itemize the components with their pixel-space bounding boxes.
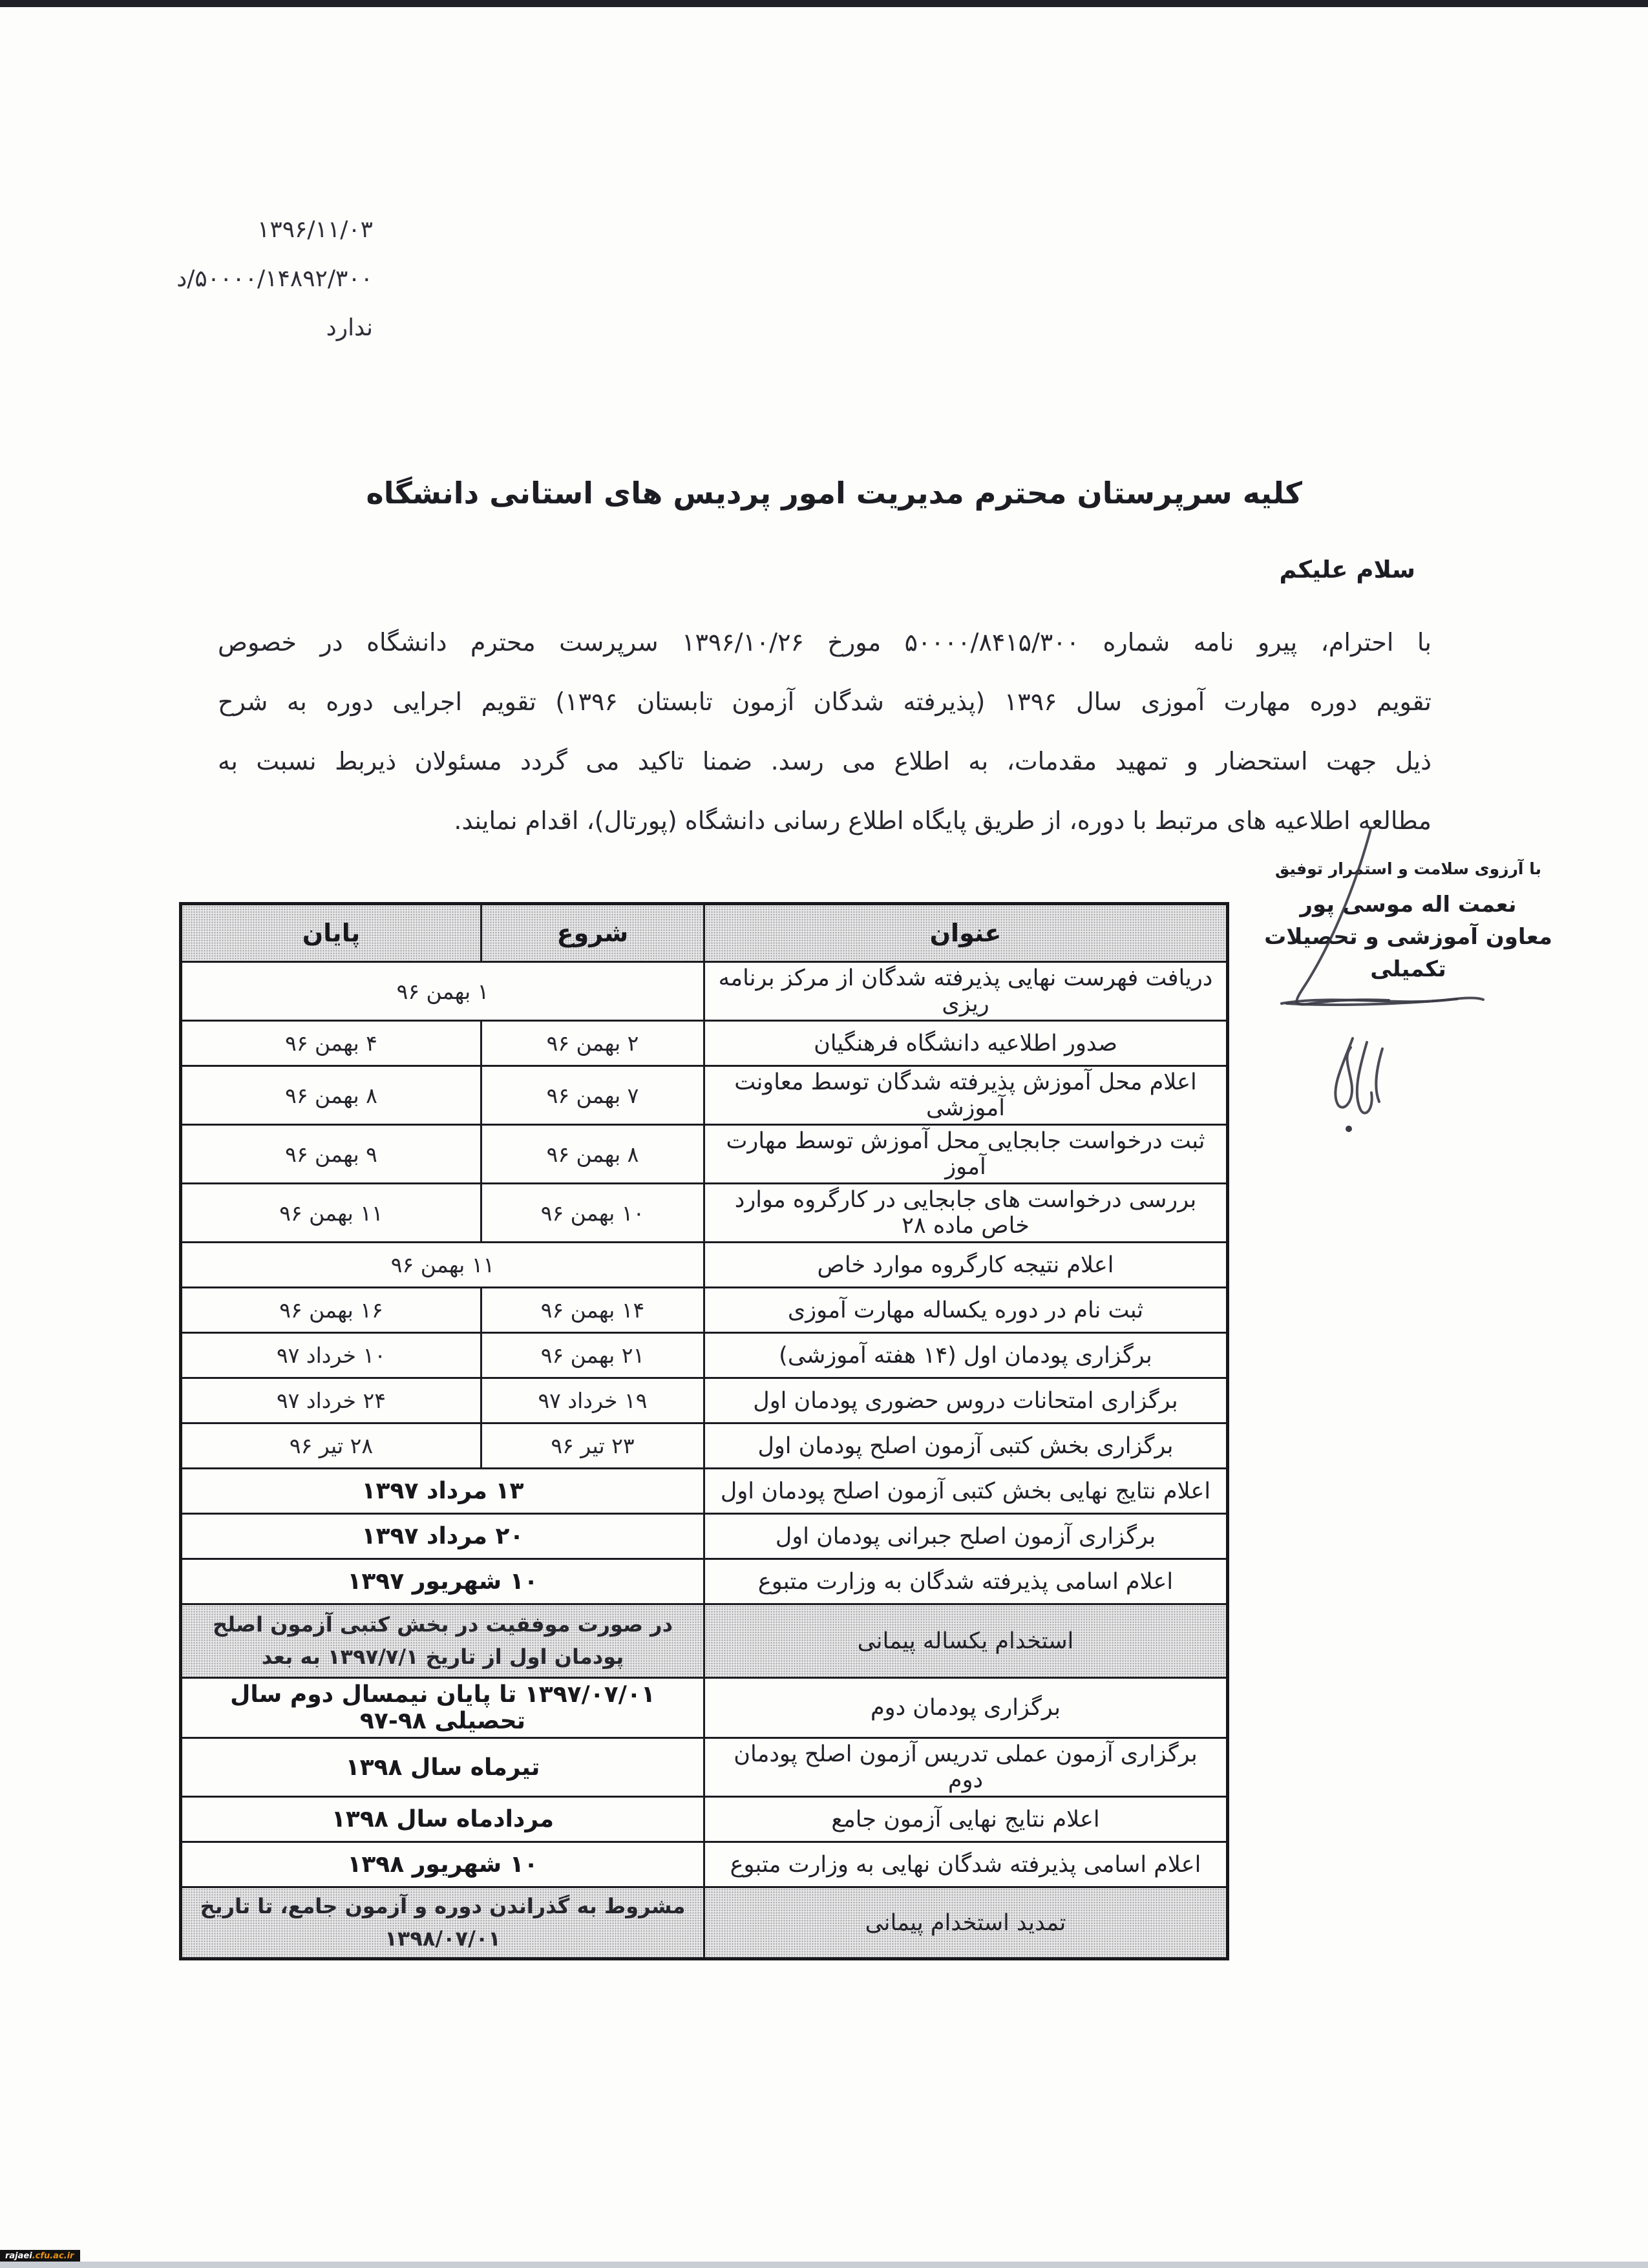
watermark-site-url — [0, 2250, 80, 2263]
row-start-cell: ۲۱ بهمن ۹۶ — [481, 1333, 704, 1378]
row-title-cell: برگزاری آزمون عملی تدریس آزمون اصلح پودمان دوم — [704, 1738, 1228, 1797]
row-end-cell: ۱۶ بهمن ۹۶ — [181, 1288, 481, 1333]
row-start-cell: ۸ بهمن ۹۶ — [481, 1125, 704, 1184]
row-title-cell: اعلام اسامی پذیرفته شدگان به وزارت متبوع — [704, 1559, 1228, 1604]
row-title-cell: برگزاری امتحانات دروس حضوری پودمان اول — [704, 1378, 1228, 1423]
row-start-cell: ۱۴ بهمن ۹۶ — [481, 1288, 704, 1333]
table-row — [181, 1678, 1228, 1738]
row-title-cell: اعلام نتایج نهایی آزمون جامع — [704, 1797, 1228, 1842]
table-row — [181, 1066, 1228, 1125]
row-title-cell: ثبت نام در دوره یکساله مهارت آموزی — [704, 1288, 1228, 1333]
body-line: مطالعه اطلاعیه های مرتبط با دوره، از طریق پایگاه اطلاع رسانی دانشگاه (پورتال)، اقدام نمایند. — [454, 806, 1431, 835]
row-start-cell: ۱۰ بهمن ۹۶ — [481, 1184, 704, 1243]
row-title-cell: استخدام یکساله پیمانی — [704, 1604, 1228, 1678]
row-date-cell: ۱۳۹۷/۰۷/۰۱ تا پایان نیمسال دوم سال تحصیلی ۹۸-۹۷ — [181, 1678, 704, 1738]
row-start-cell: ۷ بهمن ۹۶ — [481, 1066, 704, 1125]
table-row — [181, 1184, 1228, 1243]
watermark-site-bold: rajaei — [5, 2251, 32, 2261]
row-end-cell: ۸ بهمن ۹۶ — [181, 1066, 481, 1125]
row-title-cell: اعلام نتایج نهایی بخش کتبی آزمون اصلح پودمان اول — [704, 1469, 1228, 1514]
scan-edge-top — [0, 0, 1648, 7]
column-header-end: پایان — [181, 904, 481, 962]
row-title-cell: تمدید استخدام پیمانی — [704, 1887, 1228, 1959]
signatory-name: نعمت اله موسی پور — [1300, 892, 1517, 918]
row-title-cell: اعلام اسامی پذیرفته شدگان نهایی به وزارت متبوع — [704, 1842, 1228, 1887]
signature-block — [1255, 859, 1561, 985]
row-title-cell: ثبت درخواست جابجایی محل آموزش توسط مهارت آموز — [704, 1125, 1228, 1184]
table-row — [181, 962, 1228, 1021]
row-end-cell: ۱۰ خرداد ۹۷ — [181, 1333, 481, 1378]
row-title-cell: برگزاری بخش کتبی آزمون اصلح پودمان اول — [704, 1423, 1228, 1469]
scan-edge-bottom — [0, 2262, 1648, 2268]
letter-date: ۱۳۹۶/۱۱/۰۳ — [257, 216, 373, 243]
row-end-cell: ۹ بهمن ۹۶ — [181, 1125, 481, 1184]
table-row — [181, 1514, 1228, 1559]
body-line: با احترام، پیرو نامه شماره ۵۰۰۰۰/۸۴۱۵/۳۰۰ مورخ ۱۳۹۶/۱۰/۲۶ سرپرست محترم دانشگاه در خصوص — [218, 628, 1431, 656]
row-title-cell: دریافت فهرست نهایی پذیرفته شدگان از مرکز برنامه ریزی — [704, 962, 1228, 1021]
row-start-cell: ۱۹ خرداد ۹۷ — [481, 1378, 704, 1423]
row-date-cell: ۱۳ مرداد ۱۳۹۷ — [181, 1469, 704, 1514]
row-end-cell: ۱۱ بهمن ۹۶ — [181, 1184, 481, 1243]
row-note-cell: در صورت موفقیت در بخش کتبی آزمون اصلح پودمان اول از تاریخ ۱۳۹۷/۷/۱ به بعد — [181, 1604, 704, 1678]
table-row — [181, 1469, 1228, 1514]
row-date-cell: مردادماه سال ۱۳۹۸ — [181, 1797, 704, 1842]
row-title-cell: بررسی درخواست های جابجایی در کارگروه موارد خاص ماده ۲۸ — [704, 1184, 1228, 1243]
row-date-cell: ۱۱ بهمن ۹۶ — [181, 1243, 704, 1288]
body-line: تقویم دوره مهارت آموزی سال ۱۳۹۶ (پذیرفته شدگان آزمون تابستان ۱۳۹۶) تقویم اجرایی دوره به شرح — [218, 688, 1431, 716]
table-row — [181, 1021, 1228, 1066]
row-start-cell: ۲ بهمن ۹۶ — [481, 1021, 704, 1066]
table-row — [181, 1559, 1228, 1604]
table-row — [181, 1333, 1228, 1378]
table-row — [181, 1887, 1228, 1959]
letter-attachment: ندارد — [326, 315, 373, 341]
recipient-title: کلیه سرپرستان محترم مدیریت امور پردیس های استانی دانشگاه — [366, 476, 1302, 510]
row-date-cell: تیرماه سال ۱۳۹۸ — [181, 1738, 704, 1797]
table-row — [181, 1243, 1228, 1288]
table-row — [181, 1842, 1228, 1887]
row-title-cell: برگزاری آزمون اصلح جبرانی پودمان اول — [704, 1514, 1228, 1559]
letter-number: ۵۰۰۰۰/۱۴۸۹۲/۳۰۰/د — [176, 266, 373, 292]
table-row — [181, 1288, 1228, 1333]
row-end-cell: ۴ بهمن ۹۶ — [181, 1021, 481, 1066]
row-title-cell: اعلام محل آموزش پذیرفته شدگان توسط معاونت آموزشی — [704, 1066, 1228, 1125]
watermark-site-rest: .cfu.ac.ir — [32, 2251, 74, 2261]
row-date-cell: ۱۰ شهریور ۱۳۹۸ — [181, 1842, 704, 1887]
table-row — [181, 1423, 1228, 1469]
row-title-cell: برگزاری پودمان اول (۱۴ هفته آموزشی) — [704, 1333, 1228, 1378]
row-end-cell: ۲۴ خرداد ۹۷ — [181, 1378, 481, 1423]
column-header-title: عنوان — [704, 904, 1228, 962]
table-row — [181, 1738, 1228, 1797]
column-header-start: شروع — [481, 904, 704, 962]
salutation: سلام علیکم — [1279, 556, 1415, 583]
table-row — [181, 1125, 1228, 1184]
calendar-table — [179, 902, 1229, 1960]
body-paragraph — [218, 613, 1431, 850]
calendar-table-body — [181, 962, 1228, 1959]
row-date-cell: ۲۰ مرداد ۱۳۹۷ — [181, 1514, 704, 1559]
row-title-cell: برگزاری پودمان دوم — [704, 1678, 1228, 1738]
table-row — [181, 1378, 1228, 1423]
row-title-cell: صدور اطلاعیه دانشگاه فرهنگیان — [704, 1021, 1228, 1066]
row-note-cell: مشروط به گذراندن دوره و آزمون جامع، تا تاریخ ۱۳۹۸/۰۷/۰۱ — [181, 1887, 704, 1959]
row-title-cell: اعلام نتیجه کارگروه موارد خاص — [704, 1243, 1228, 1288]
row-start-cell: ۲۳ تیر ۹۶ — [481, 1423, 704, 1469]
row-end-cell: ۲۸ تیر ۹۶ — [181, 1423, 481, 1469]
signatory-title: معاون آموزشی و تحصیلات تکمیلی — [1264, 924, 1552, 982]
letterhead-reference-block — [145, 205, 373, 353]
row-date-cell: ۱۰ شهریور ۱۳۹۷ — [181, 1559, 704, 1604]
table-header-row — [181, 904, 1228, 962]
table-row — [181, 1604, 1228, 1678]
body-line: ذیل جهت استحضار و تمهید مقدمات، به اطلاع می رسد. ضمنا تاکید می گردد مسئولان ذیربط نسبت به — [218, 747, 1431, 775]
signature-wish: با آرزوی سلامت و استمرار توفیق — [1275, 859, 1541, 878]
table-row — [181, 1797, 1228, 1842]
row-date-cell: ۱ بهمن ۹۶ — [181, 962, 704, 1021]
